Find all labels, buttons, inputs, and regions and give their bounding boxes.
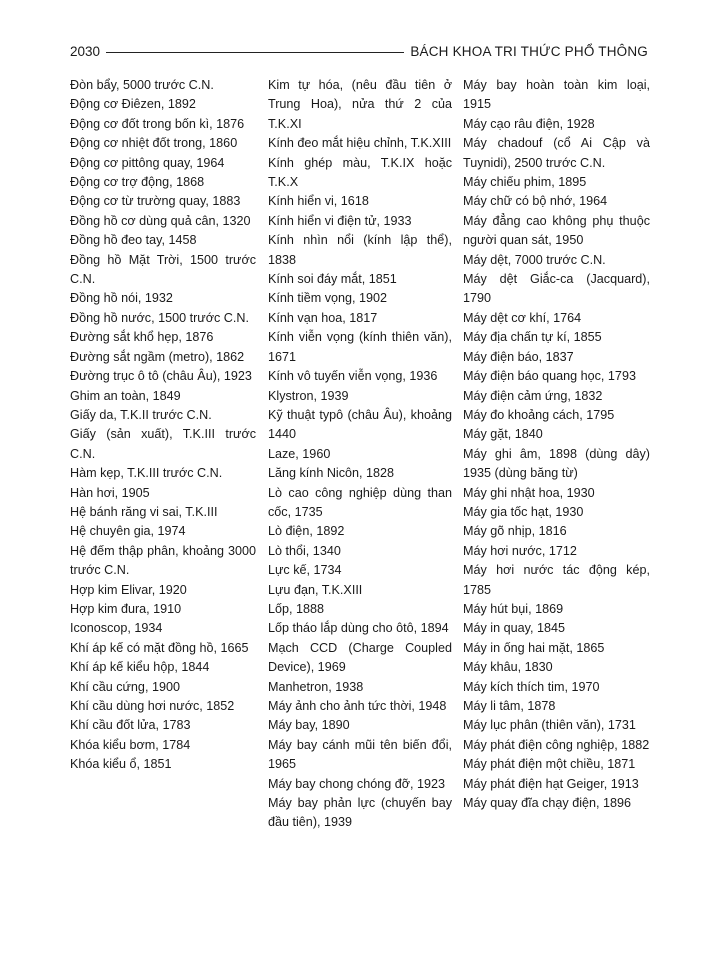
index-entry: Máy hút bụi, 1869 [463,601,564,616]
index-entry: Iconoscop, 1934 [70,621,163,636]
index-entry: Kỹ thuật typô (châu Âu), khoảng 1440 [268,407,452,442]
index-entry: Máy dệt, 7000 trước C.N. [463,252,606,267]
index-entry: Laze, 1960 [268,446,331,461]
index-entry: Máy bay hoàn toàn kim loại, 1915 [463,78,650,112]
index-entry: Đồng hồ nước, 1500 trước C.N. [70,310,249,325]
index-entry: Kính hiển vi, 1618 [268,194,369,209]
index-entry: Khóa kiểu ổ, 1851 [70,757,172,772]
index-entry: Máy bay chong chóng đỡ, 1923 [268,776,445,791]
index-entry: Máy bay phản lực (chuyến bay đầu tiên), 1939 [268,796,452,830]
index-entry: Động cơ pittông quay, 1964 [70,155,225,170]
index-entry: Kính hiển vi điện tử, 1933 [268,213,412,228]
index-entry: Mạch CCD (Charge Coupled Device), 1969 [268,640,452,675]
index-entry: Đồng hồ nói, 1932 [70,291,173,306]
index-entry: Đòn bẩy, 5000 trước C.N. [70,78,214,92]
index-entry: Lò điện, 1892 [268,524,345,539]
index-entry: Giấy (sản xuất), T.K.III trước C.N. [70,427,256,461]
index-column-1 [70,76,256,775]
index-entry: Kính vạn hoa, 1817 [268,310,378,325]
index-entry: Kính viễn vọng (kính thiên văn), 1671 [268,330,452,364]
index-entry: Kính soi đáy mắt, 1851 [268,272,397,287]
running-title: BÁCH KHOA TRI THỨC PHỔ THÔNG [410,43,648,59]
index-entry: Đường trục ô tô (châu Âu), 1923 [70,369,252,384]
index-entry: Máy chadouf (cổ Ai Cập và Tuynidi), 2500 trước C.N. [463,136,650,170]
index-entry: Kim tự hóa, (nêu đầu tiên ở Trung Hoa), nửa thứ 2 của T.K.XI [268,78,452,131]
index-entry: Máy ghi âm, 1898 (dùng dây) 1935 (dùng băng từ) [463,446,650,481]
page-number: 2030 [70,43,101,59]
index-entry: Giấy da, T.K.II trước C.N. [70,407,212,422]
index-entry: Kính đeo mắt hiệu chỉnh, T.K.XIII [268,136,452,151]
index-entry: Máy dệt Giắc-ca (Jacquard), 1790 [463,272,650,306]
page-header [70,40,648,62]
index-entry: Máy điện báo quang học, 1793 [463,369,636,384]
index-entry: Máy gõ nhịp, 1816 [463,524,567,539]
index-entry: Khí áp kế kiểu hộp, 1844 [70,660,210,675]
index-column-3 [463,76,650,813]
index-entry: Khí cầu cứng, 1900 [70,679,180,694]
index-entry: Máy chữ có bộ nhớ, 1964 [463,194,608,209]
index-entry: Máy ghi nhật hoa, 1930 [463,485,595,500]
index-entry: Klystron, 1939 [268,388,349,403]
index-entry: Máy phát điện hạt Geiger, 1913 [463,776,639,791]
index-entry: Ghim an toàn, 1849 [70,388,181,403]
index-entry: Máy quay đĩa chạy điện, 1896 [463,796,632,811]
index-entry: Khóa kiểu bơm, 1784 [70,737,191,752]
index-entry: Hệ bánh răng vi sai, T.K.III [70,504,218,519]
index-entry: Máy ảnh cho ảnh tức thời, 1948 [268,699,447,713]
index-entry: Kính nhìn nổi (kính lập thể), 1838 [268,233,452,267]
index-entry: Máy in ống hai mặt, 1865 [463,640,605,655]
index-entry: Đồng hồ Mặt Trời, 1500 trước C.N. [70,252,256,287]
index-entry: Máy phát điện công nghiệp, 1882 [463,737,650,752]
index-entry: Động cơ Điêzen, 1892 [70,97,196,112]
index-entry: Máy đo khoảng cách, 1795 [463,407,615,422]
index-column-2 [268,76,452,833]
index-entry: Máy bay, 1890 [268,718,350,733]
index-entry: Khí cầu dùng hơi nước, 1852 [70,699,235,713]
index-entry: Lốp tháo lắp dùng cho ôtô, 1894 [268,621,449,636]
index-entry: Máy phát điện một chiều, 1871 [463,757,636,772]
index-entry: Khí áp kế có mặt đồng hồ, 1665 [70,640,249,655]
index-entry: Động cơ đốt trong bốn kì, 1876 [70,116,245,131]
index-entry: Máy bay cánh mũi tên biến đổi, 1965 [268,737,452,772]
index-entry: Manhetron, 1938 [268,679,364,694]
index-entry: Hàm kẹp, T.K.III trước C.N. [70,466,223,481]
index-entry: Máy lục phân (thiên văn), 1731 [463,718,636,733]
index-entry: Máy dệt cơ khí, 1764 [463,310,582,325]
index-entry: Hệ chuyên gia, 1974 [70,524,186,539]
index-entry: Hàn hơi, 1905 [70,485,150,500]
index-entry: Máy chiếu phim, 1895 [463,175,587,190]
index-entry: Máy gặt, 1840 [463,427,543,442]
index-entry: Động cơ nhiệt đốt trong, 1860 [70,136,238,151]
index-entry: Kính ghép màu, T.K.IX hoặc T.K.X [268,155,452,190]
index-entry: Máy in quay, 1845 [463,621,565,636]
index-entry: Khí cầu đốt lửa, 1783 [70,718,191,733]
index-entry: Lăng kính Nicôn, 1828 [268,466,395,481]
index-entry: Máy địa chấn tự kí, 1855 [463,330,602,345]
index-entry: Kính vô tuyến viễn vọng, 1936 [268,369,438,384]
index-entry: Đường sắt ngầm (metro), 1862 [70,349,245,364]
index-entry: Máy li tâm, 1878 [463,699,556,713]
index-entry: Máy hơi nước tác động kép, 1785 [463,563,650,597]
index-entry: Lựu đạn, T.K.XIII [268,582,363,597]
index-entry: Hệ đếm thập phân, khoảng 3000 trước C.N. [70,543,256,578]
index-entry: Đồng hồ đeo tay, 1458 [70,233,197,248]
index-entry: Máy hơi nước, 1712 [463,543,577,558]
index-entry: Hợp kim đura, 1910 [70,601,182,616]
index-entry: Máy gia tốc hạt, 1930 [463,504,584,519]
index-entry: Đồng hồ cơ dùng quả cân, 1320 [70,213,251,228]
index-entry: Lò cao công nghiệp dùng than cốc, 1735 [268,485,452,519]
index-entry: Hợp kim Elivar, 1920 [70,582,187,597]
index-entry: Máy điện cảm ứng, 1832 [463,388,603,403]
header-rule [106,52,404,53]
index-entry: Máy điện báo, 1837 [463,349,574,364]
index-entry: Máy kích thích tim, 1970 [463,679,600,694]
index-entry: Kính tiềm vọng, 1902 [268,291,388,306]
index-entry: Lốp, 1888 [268,601,325,616]
index-entry: Động cơ trợ động, 1868 [70,175,205,190]
index-entry: Máy đẳng cao không phụ thuộc người quan sát, 1950 [463,213,650,248]
index-entry: Lực kế, 1734 [268,563,342,578]
index-entry: Động cơ từ trường quay, 1883 [70,194,241,209]
index-entry: Lò thổi, 1340 [268,543,341,558]
index-entry: Máy cạo râu điện, 1928 [463,116,595,131]
index-entry: Đường sắt khổ hẹp, 1876 [70,330,214,345]
index-entry: Máy khâu, 1830 [463,660,553,675]
